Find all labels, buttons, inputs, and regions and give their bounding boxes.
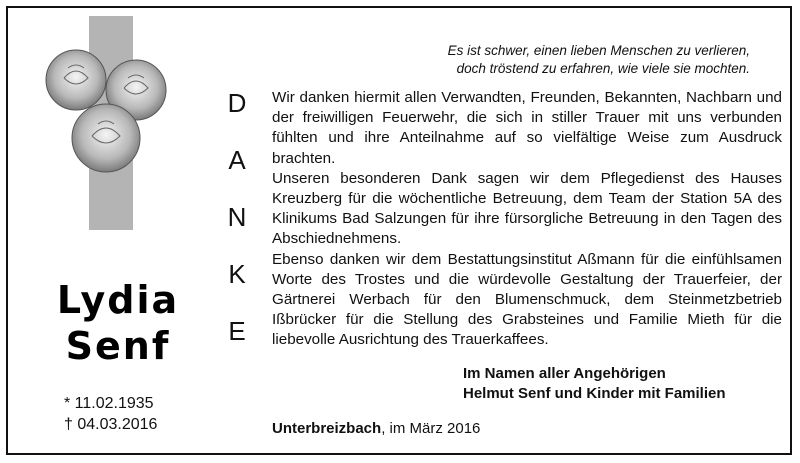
paragraph-1: Wir danken hiermit allen Verwandten, Freunden, Bekannten, Nachbarn und der freiwilligen Feuerwehr, die sich in stiller Trauer mit uns verbunden fühlten und ihre Anteilnahme auf so vielfältige Weise zum Ausdruck brachten. — [272, 89, 782, 167]
danke-letter: K — [228, 259, 246, 289]
place: Unterbreizbach — [272, 420, 382, 437]
danke-letter: E — [228, 316, 246, 346]
obituary-frame — [6, 6, 792, 455]
danke-letter: A — [228, 145, 246, 175]
date: , im März 2016 — [381, 420, 481, 437]
quote-line-1: Es ist schwer, einen lieben Menschen zu verlieren, — [447, 43, 750, 58]
signature-line-1: Im Namen aller Angehörigen — [463, 365, 666, 382]
life-dates — [64, 393, 157, 435]
danke-vertical — [220, 88, 254, 373]
roses-image — [28, 38, 178, 178]
first-name: Lydia — [56, 278, 180, 322]
place-date — [272, 420, 480, 437]
opening-quote — [420, 42, 750, 78]
paragraph-3: Ebenso danken wir dem Bestattungsinstitut Aßmann für die einfühlsamen Worte des Trostes und die würdevolle Gestaltung der Trauerfeier, der Gärtnerei Werbach für den Blumenschmuck, dem Steinmetzbetrieb Ißbrücker für die Stellung des Grabsteines und Familie Mieth für die liebevolle Ausrichtung des Trauerkaffees. — [272, 250, 782, 349]
last-name: Senf — [65, 324, 171, 368]
death-date: † 04.03.2016 — [64, 416, 158, 433]
signature-line-2: Helmut Senf und Kinder mit Familien — [463, 385, 726, 402]
paragraph-2: Unseren besonderen Dank sagen wir dem Pflegedienst des Hauses Kreuzberg für die wöchentliche Betreuung, dem Team der Station 5A des Klinikums Bad Salzungen für ihre fürsorgliche Betreuung in den Tagen des Abschiednehmens. — [272, 169, 782, 248]
signature — [463, 364, 726, 404]
thank-you-text — [272, 88, 782, 351]
danke-letter: N — [227, 202, 247, 232]
danke-letter: D — [227, 88, 247, 118]
quote-line-2: doch tröstend zu erfahren, wie viele sie mochten. — [456, 61, 750, 76]
birth-date: * 11.02.1935 — [64, 395, 154, 412]
